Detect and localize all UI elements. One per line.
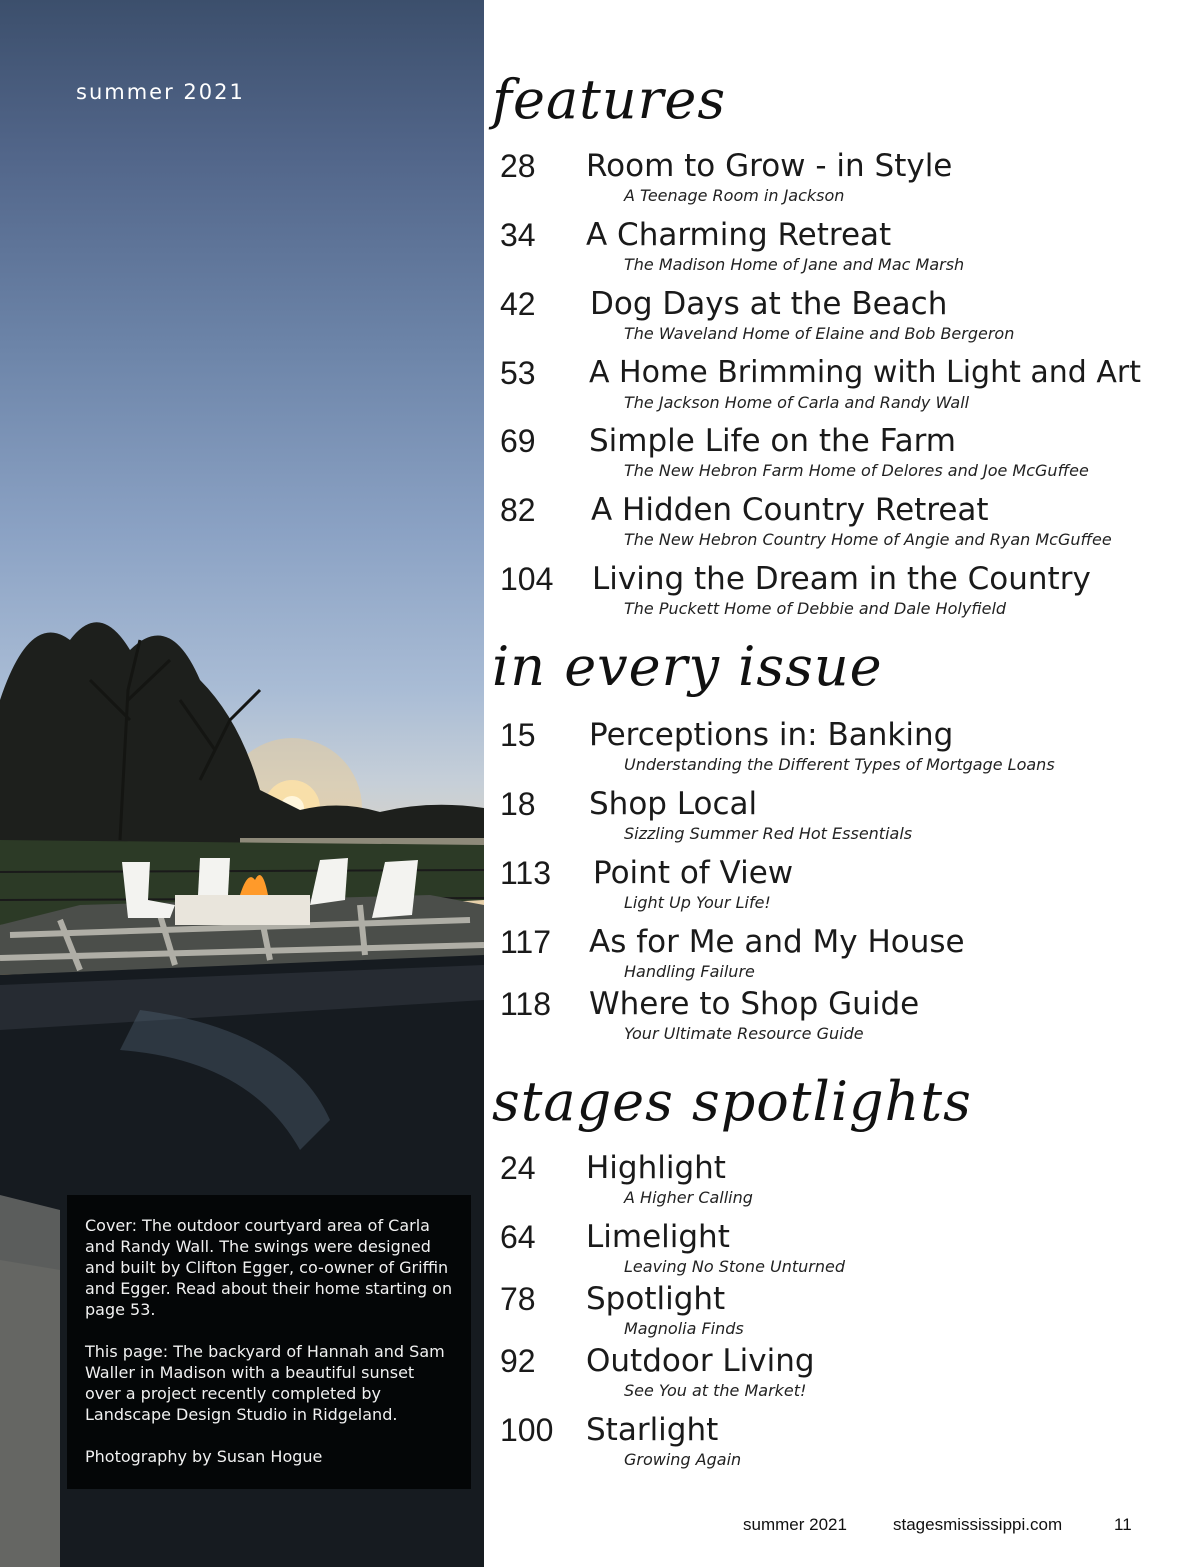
- page-number: 64: [500, 1219, 536, 1255]
- page-number: 118: [500, 986, 552, 1022]
- article-title: A Hidden Country Retreat: [591, 492, 989, 528]
- article-title: Highlight: [586, 1150, 726, 1186]
- article-subtitle: The New Hebron Country Home of Angie and Ryan McGuffee: [624, 530, 1112, 549]
- toc-entry[interactable]: [500, 1412, 1190, 1478]
- article-title: Room to Grow - in Style: [586, 148, 953, 184]
- toc-entry[interactable]: [500, 855, 1190, 921]
- article-subtitle: The Madison Home of Jane and Mac Marsh: [624, 255, 965, 274]
- article-title: Point of View: [593, 855, 794, 891]
- article-title: Spotlight: [586, 1281, 726, 1317]
- page-number: 53: [500, 355, 536, 391]
- season-label: summer 2021: [76, 80, 245, 104]
- article-subtitle: The Jackson Home of Carla and Randy Wall: [624, 393, 970, 412]
- page-number: 104: [500, 561, 554, 597]
- article-subtitle: Magnolia Finds: [624, 1319, 744, 1338]
- article-subtitle: A Higher Calling: [624, 1188, 753, 1207]
- section-title-every-issue: in every issue: [492, 635, 883, 698]
- article-title: Living the Dream in the Country: [592, 561, 1091, 597]
- photo-caption-box: [67, 1195, 471, 1489]
- article-title: Perceptions in: Banking: [589, 717, 954, 753]
- section-title-features: features: [492, 68, 727, 131]
- article-title: Dog Days at the Beach: [590, 286, 948, 322]
- footer-issue: summer 2021: [743, 1515, 847, 1534]
- photo-credit: Photography by Susan Hogue: [85, 1447, 323, 1466]
- article-subtitle: Growing Again: [624, 1450, 742, 1469]
- toc-entry[interactable]: [500, 1343, 1190, 1409]
- page-number: 28: [500, 148, 536, 184]
- article-title: Shop Local: [589, 786, 758, 822]
- article-title: A Charming Retreat: [586, 217, 892, 253]
- article-subtitle: The New Hebron Farm Home of Delores and Joe McGuffee: [624, 461, 1089, 480]
- toc-entry[interactable]: [500, 1150, 1190, 1216]
- page-number: 24: [500, 1150, 536, 1186]
- article-subtitle: The Waveland Home of Elaine and Bob Bergeron: [624, 324, 1015, 343]
- page-number: 34: [500, 217, 536, 253]
- article-subtitle: Sizzling Summer Red Hot Essentials: [624, 824, 913, 843]
- page-number: 18: [500, 786, 536, 822]
- toc-entry[interactable]: [500, 986, 1190, 1052]
- article-subtitle: Your Ultimate Resource Guide: [624, 1024, 864, 1043]
- page-number: 82: [500, 492, 536, 528]
- page-number: 42: [500, 286, 536, 322]
- toc-entry[interactable]: [500, 1219, 1190, 1285]
- page-caption: This page: The backyard of Hannah and Sam Waller in Madison with a beautiful sunset over a project recently completed by Landscape Design Studio in Ridgeland.: [85, 1342, 445, 1424]
- toc-entry[interactable]: [500, 423, 1190, 489]
- page-number: 100: [500, 1412, 554, 1448]
- toc-entry[interactable]: [500, 217, 1190, 283]
- footer-page-number: 11: [1114, 1515, 1132, 1534]
- article-subtitle: Light Up Your Life!: [624, 893, 771, 912]
- article-subtitle: A Teenage Room in Jackson: [624, 186, 845, 205]
- article-subtitle: Leaving No Stone Unturned: [624, 1257, 845, 1276]
- toc-entry[interactable]: [500, 1281, 1190, 1347]
- article-subtitle: Handling Failure: [624, 962, 755, 981]
- article-title: As for Me and My House: [589, 924, 965, 960]
- page-footer: [743, 1515, 1143, 1539]
- article-subtitle: The Puckett Home of Debbie and Dale Holyfield: [624, 599, 1007, 618]
- article-title: A Home Brimming with Light and Art: [589, 355, 1141, 390]
- footer-website[interactable]: stagesmississippi.com: [893, 1515, 1063, 1534]
- article-title: Simple Life on the Farm: [589, 423, 957, 459]
- toc-entry[interactable]: [500, 717, 1190, 783]
- page-number: 69: [500, 423, 536, 459]
- article-subtitle: See You at the Market!: [624, 1381, 807, 1400]
- article-title: Outdoor Living: [586, 1343, 815, 1379]
- toc-entry[interactable]: [500, 355, 1190, 421]
- toc-entry[interactable]: [500, 786, 1190, 852]
- cover-caption: Cover: The outdoor courtyard area of Carla and Randy Wall. The swings were designed and built by Clifton Egger, co-owner of Griffin and Egger. Read about their home starting on page 53.: [85, 1216, 453, 1319]
- article-title: Limelight: [586, 1219, 730, 1255]
- page-number: 92: [500, 1343, 536, 1379]
- toc-entry[interactable]: [500, 492, 1190, 558]
- article-title: Starlight: [586, 1412, 719, 1448]
- article-subtitle: Understanding the Different Types of Mortgage Loans: [624, 755, 1055, 774]
- toc-entry[interactable]: [500, 286, 1190, 352]
- toc-entry[interactable]: [500, 924, 1190, 990]
- toc-entry[interactable]: [500, 148, 1190, 214]
- toc-entry[interactable]: [500, 561, 1190, 627]
- section-title-spotlights: stages spotlights: [492, 1070, 972, 1133]
- cover-photo: [0, 0, 484, 1567]
- page-number: 113: [500, 855, 552, 891]
- page-number: 15: [500, 717, 536, 753]
- article-title: Where to Shop Guide: [589, 986, 920, 1022]
- page-number: 78: [500, 1281, 536, 1317]
- page-number: 117: [500, 924, 552, 960]
